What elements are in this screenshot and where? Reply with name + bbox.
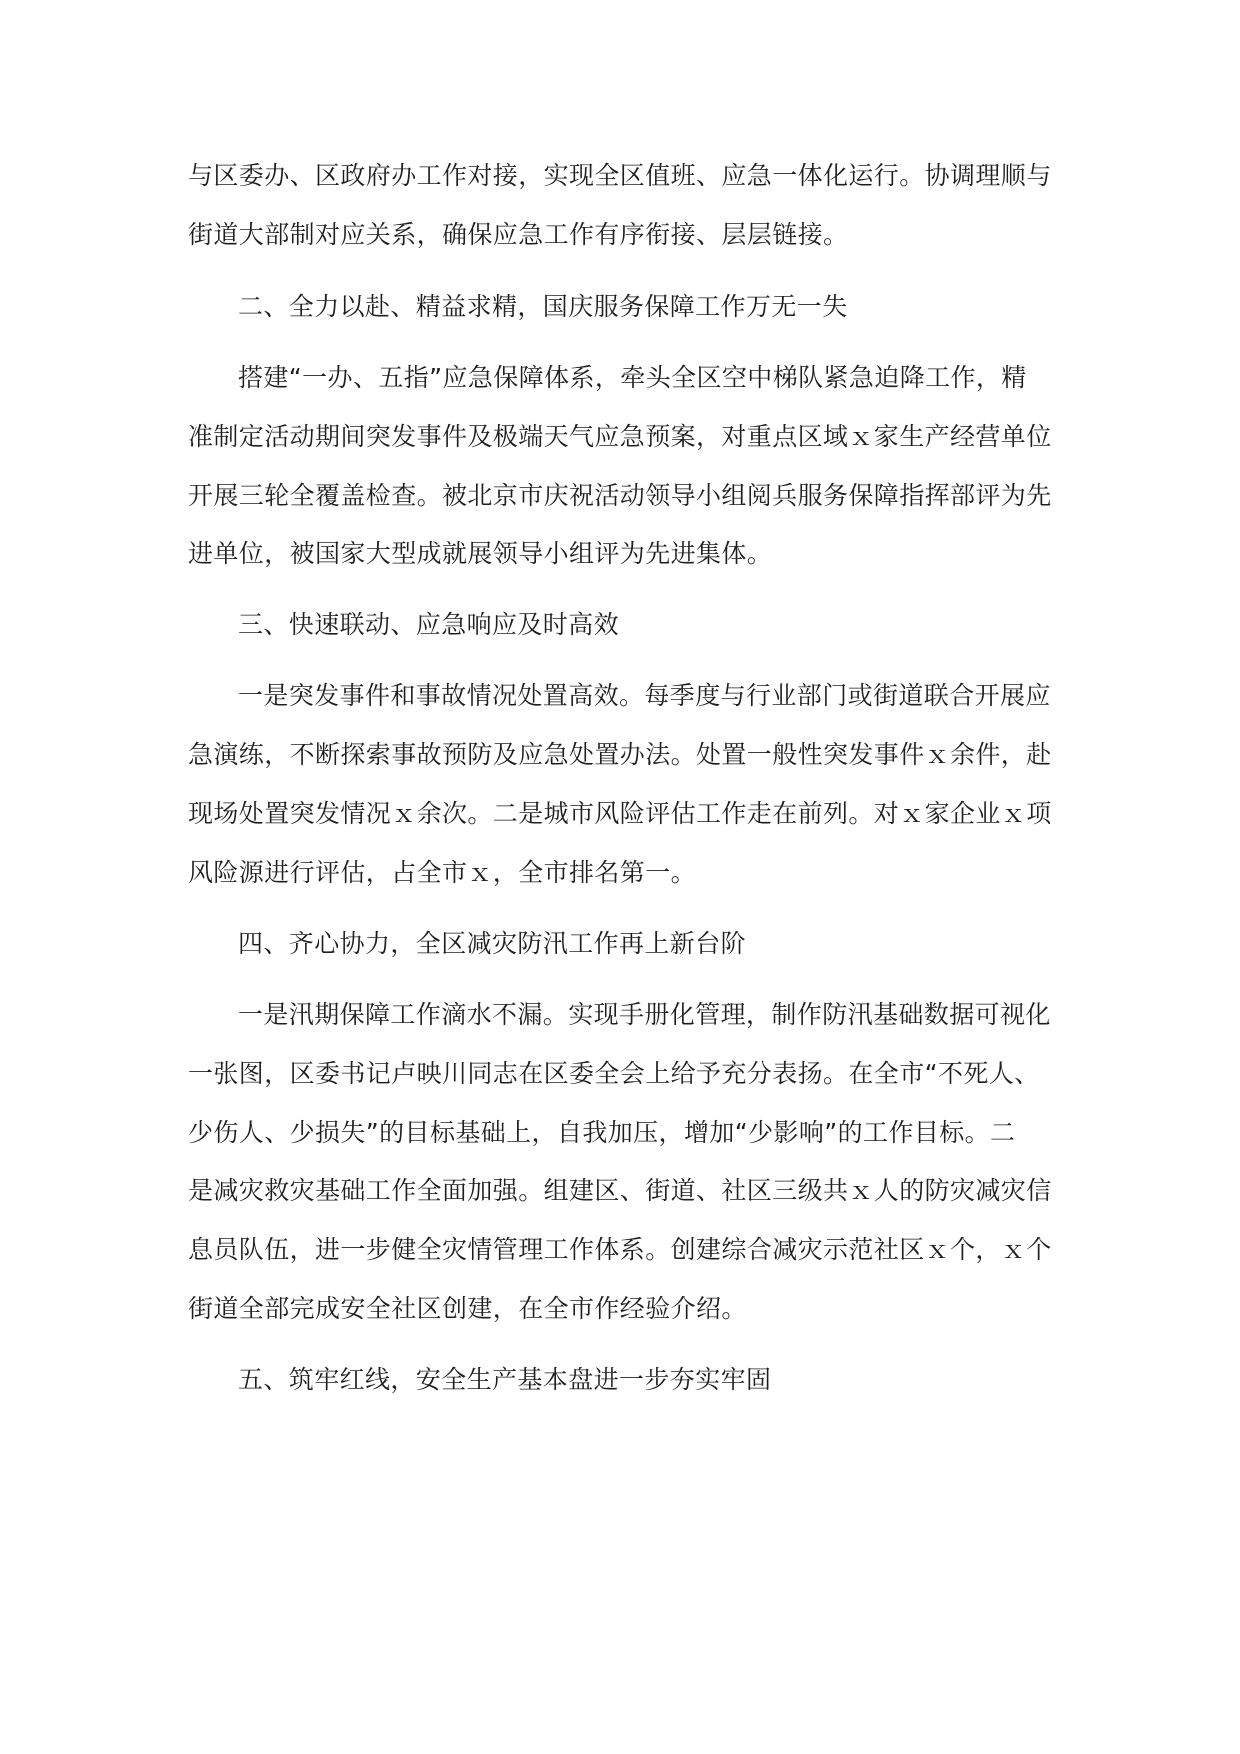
paragraph-line: 急演练，不断探索事故预防及应急处置办法。处置一般性突发事件ｘ余件，赴: [188, 740, 1052, 769]
section-heading: 三、快速联动、应急响应及时高效: [238, 610, 620, 639]
paragraph-line: 搭建“一办、五指”应急保障体系，牵头全区空中梯队紧急迫降工作，精: [238, 363, 1027, 392]
paragraph-line: 是减灾救灾基础工作全面加强。组建区、街道、社区三级共ｘ人的防灾减灾信: [188, 1176, 1052, 1205]
paragraph-line: 一张图，区委书记卢映川同志在区委全会上给予充分表扬。在全市“不死人、: [188, 1059, 1040, 1088]
paragraph-line: 开展三轮全覆盖检查。被北京市庆祝活动领导小组阅兵服务保障指挥部评为先: [188, 481, 1052, 510]
paragraph-line: 风险源进行评估，占全市ｘ，全市排名第一。: [188, 858, 697, 887]
section-heading: 四、齐心协力，全区减灾防汛工作再上新台阶: [238, 929, 747, 958]
paragraph-line: 现场处置突发情况ｘ余次。二是城市风险评估工作走在前列。对ｘ家企业ｘ项: [188, 799, 1052, 828]
paragraph-line: 少伤人、少损失”的目标基础上，自我加压，增加“少影响”的工作目标。二: [188, 1118, 1016, 1147]
paragraph-line: 准制定活动期间突发事件及极端天气应急预案，对重点区域ｘ家生产经营单位: [188, 422, 1052, 451]
paragraph-line: 一是汛期保障工作滴水不漏。实现手册化管理，制作防汛基础数据可视化: [238, 1000, 1051, 1029]
paragraph-line: 进单位，被国家大型成就展领导小组评为先进集体。: [188, 539, 773, 568]
paragraph-line: 街道全部完成安全社区创建，在全市作经验介绍。: [188, 1294, 747, 1323]
paragraph-line: 与区委办、区政府办工作对接，实现全区值班、应急一体化运行。协调理顺与: [188, 161, 1052, 190]
section-heading: 五、筑牢红线，安全生产基本盘进一步夯实牢固: [238, 1365, 772, 1394]
paragraph-line: 息员队伍，进一步健全灾情管理工作体系。创建综合减灾示范社区ｘ个，ｘ个: [188, 1235, 1052, 1264]
paragraph-line: 街道大部制对应关系，确保应急工作有序衔接、层层链接。: [188, 220, 849, 249]
paragraph-line: 一是突发事件和事故情况处置高效。每季度与行业部门或街道联合开展应: [238, 681, 1051, 710]
section-heading: 二、全力以赴、精益求精，国庆服务保障工作万无一失: [238, 292, 848, 321]
